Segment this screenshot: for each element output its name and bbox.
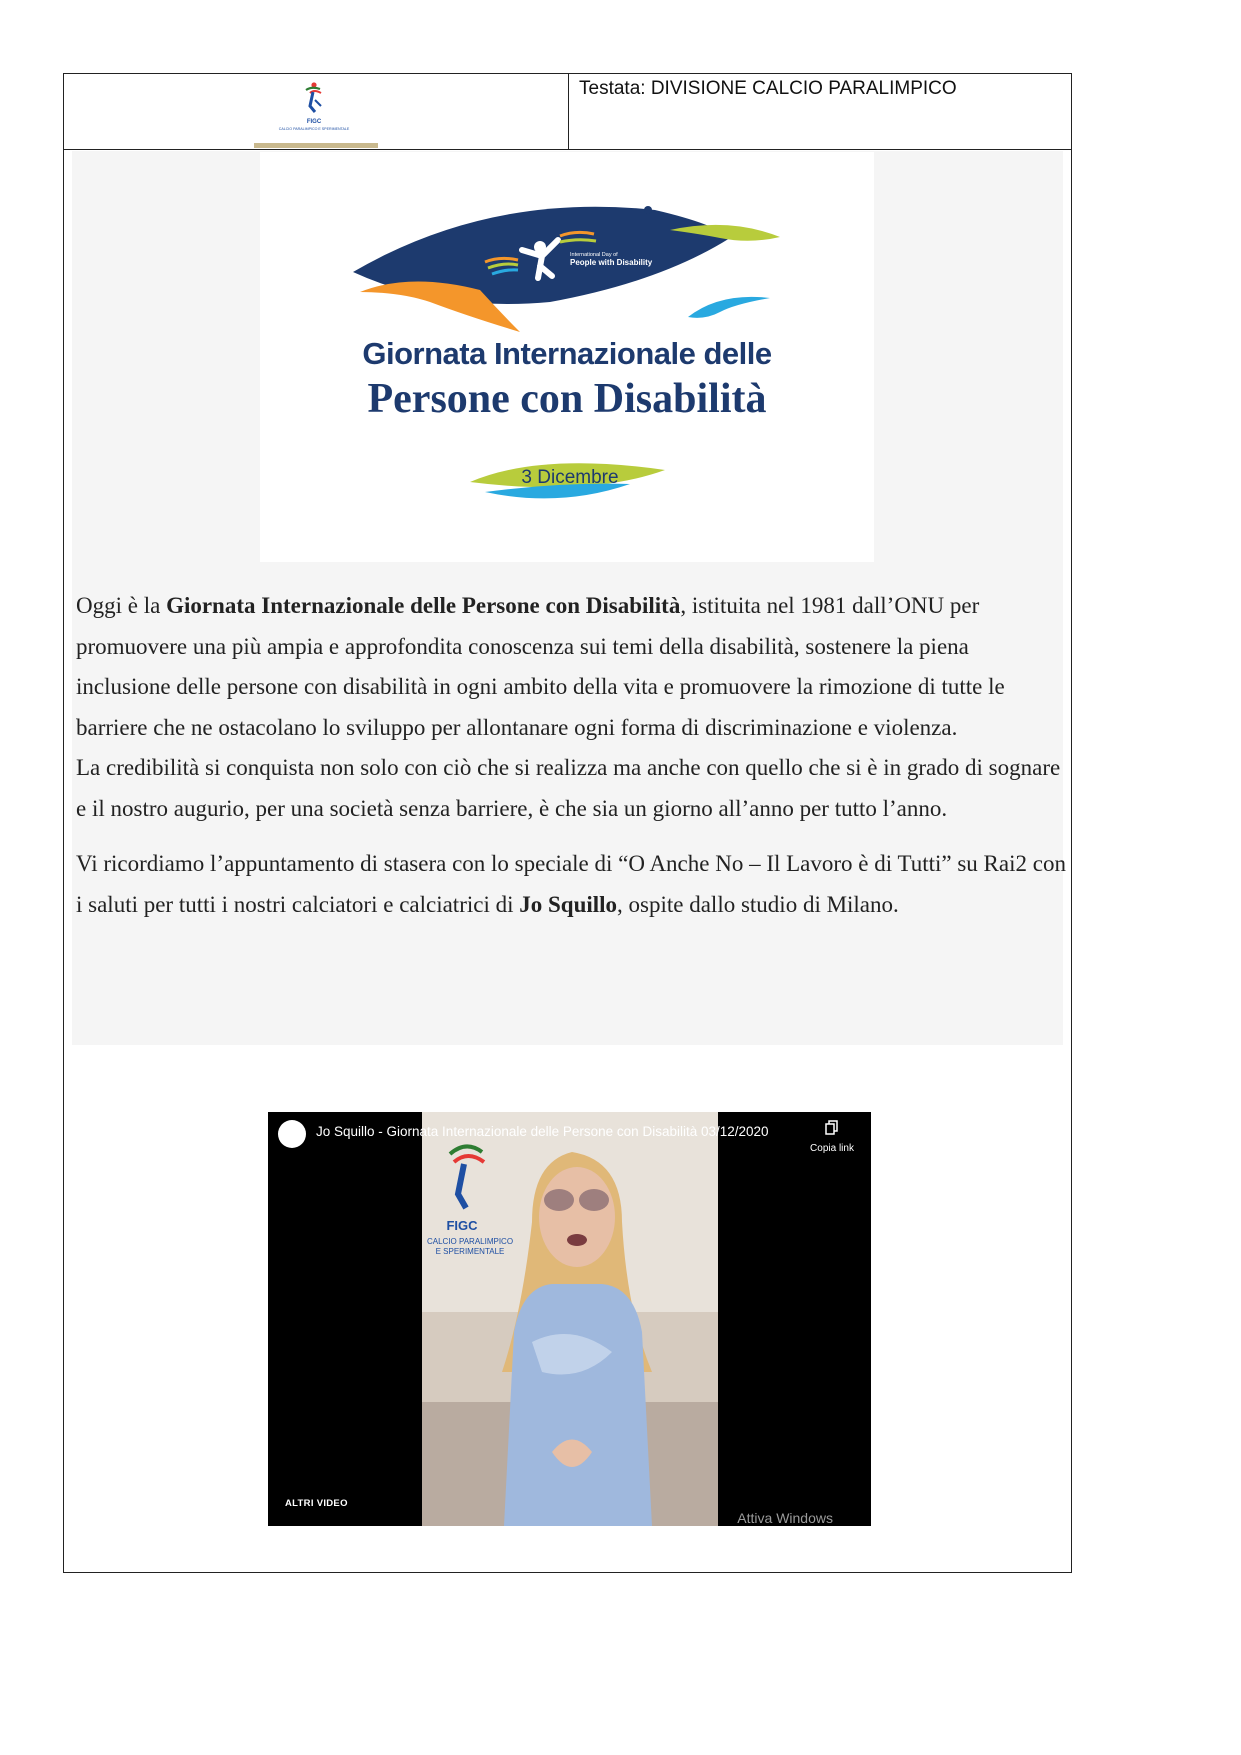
logo-text: FIGC <box>306 119 322 125</box>
cyan-wave-icon <box>688 297 770 318</box>
article-body <box>76 586 1066 925</box>
video-player[interactable] <box>268 1112 871 1526</box>
figc-logo-icon <box>254 80 374 140</box>
header-row <box>64 74 1071 150</box>
backdrop-text: FIGC <box>446 1218 478 1233</box>
p3-text-start: Vi ricordiamo l’appuntamento di stasera con lo speciale di “O Anche No – Il Lavoro è di Tutti” su Rai2 con i saluti per tutti i nostri calciatori e calciatrici di <box>76 851 1066 917</box>
article-frame <box>63 73 1072 1573</box>
p3-bold-text: Jo Squillo <box>519 891 618 917</box>
p3-text-end: , ospite dallo studio di Milano. <box>617 891 899 917</box>
logo-underline <box>254 143 378 148</box>
header-logo-cell <box>64 74 569 149</box>
banner-title-line2: Persone con Disabilità <box>367 376 767 422</box>
p1-text-start: Oggi è la <box>76 593 167 618</box>
p1-bold-text: Giornata Internazionale delle Persone con Disabilità <box>166 593 681 618</box>
p1-text-end: , istituita nel 1981 dall’ONU per promuovere una più ampia e approfondita conoscenza sui temi della disabilità, sostenere la piena inclusione delle persone con disabilità in ogni ambito della vita e promuovere la rimozione di tutte le barriere che ne ostacolano lo sviluppo per allontanare ogni forma di discriminazione e violenza. <box>76 593 1005 740</box>
logo-subtitle: CALCIO PARALIMPICO E SPERIMENTALE <box>278 127 350 131</box>
backdrop-subtext-1: CALCIO PARALIMPICO <box>426 1237 514 1246</box>
banner-date: 3 Dicembre <box>521 467 619 488</box>
article-paragraph-1 <box>76 586 1066 748</box>
article-paragraph-2: La credibilità si conquista non solo con ciò che si realizza ma anche con quello che si è in grado di sognare e il nostro augurio, per una società senza barriere, è che sia un giorno all’anno per tutto l’anno. <box>76 755 1061 821</box>
backdrop-subtext-2: E SPERIMENTALE <box>435 1247 505 1256</box>
video-title[interactable]: Jo Squillo - Giornata Internazionale delle Persone con Disabilità 03/12/2020 <box>316 1124 769 1139</box>
windows-watermark: Attiva Windows <box>737 1510 833 1526</box>
banner-small-caption-2: People with Disability <box>570 258 653 267</box>
article-paragraph-3 <box>76 844 1066 925</box>
video-frame-image <box>422 1112 718 1526</box>
copy-link-button[interactable] <box>807 1120 857 1154</box>
banner-small-caption-1: International Day of <box>570 252 618 258</box>
testata-label: Testata: DIVISIONE CALCIO PARALIMPICO <box>579 78 957 99</box>
dot-icon <box>644 206 652 214</box>
idpd-banner <box>260 152 874 562</box>
channel-avatar[interactable] <box>278 1120 306 1148</box>
banner-title-line1: Giornata Internazionale delle <box>362 336 772 371</box>
more-videos-button[interactable]: ALTRI VIDEO <box>285 1498 348 1509</box>
copy-icon <box>825 1120 839 1136</box>
copy-link-label: Copia link <box>810 1143 854 1154</box>
